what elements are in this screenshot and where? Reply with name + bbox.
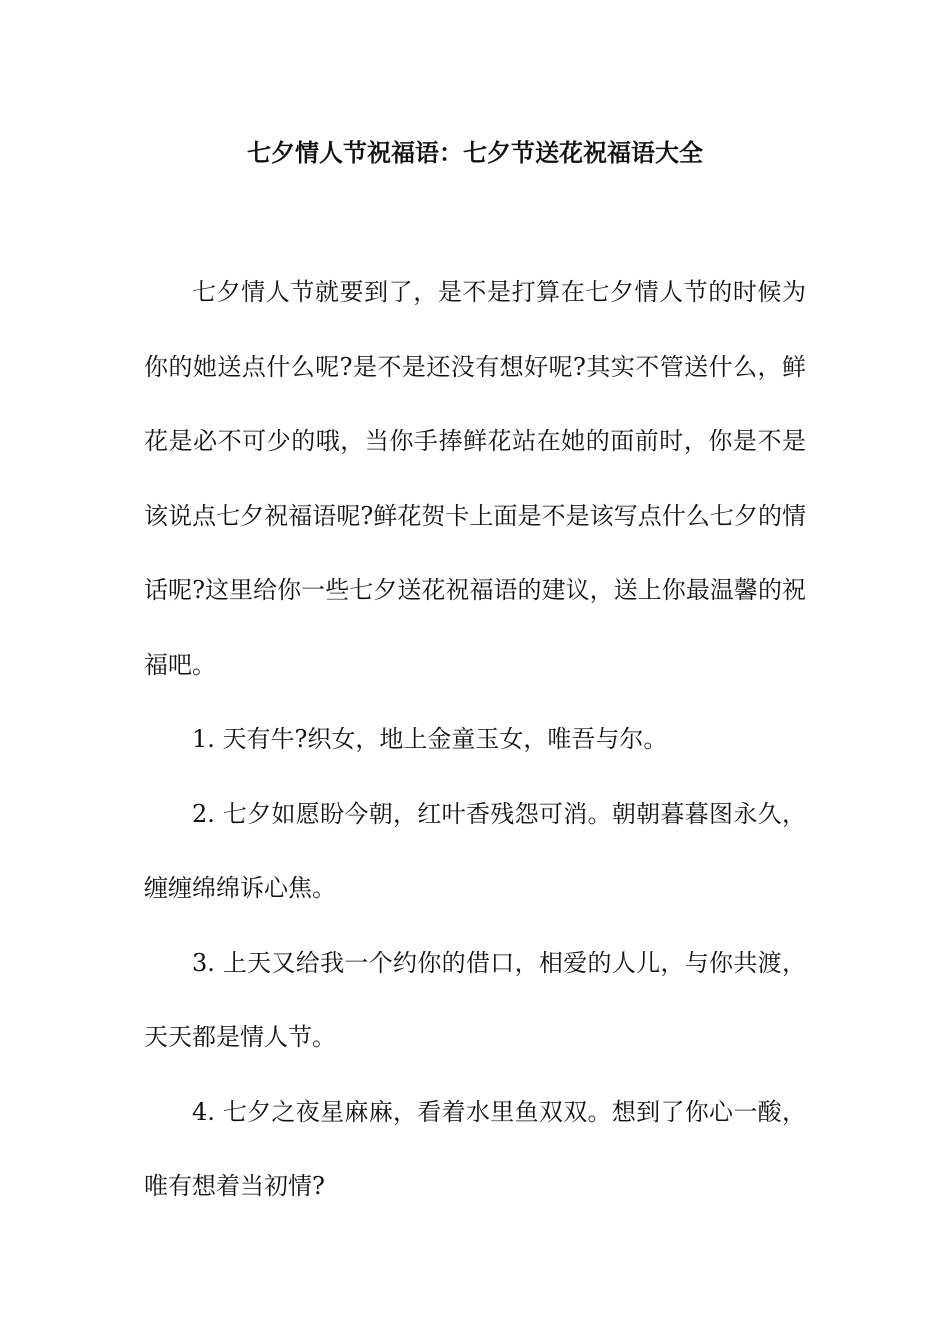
document-body: [144, 255, 806, 1224]
greeting-item-2: 2. 七夕如愿盼今朝，红叶香残怨可消。朝朝暮暮图永久，缠缠绵绵诉心焦。: [144, 799, 806, 902]
document-title: 七夕情人节祝福语：七夕节送花祝福语大全: [247, 138, 703, 167]
greeting-item-3: 3. 上天又给我一个约你的借口，相爱的人儿，与你共渡，天天都是情人节。: [144, 948, 806, 1051]
intro-paragraph: 七夕情人节就要到了，是不是打算在七夕情人节的时候为你的她送点什么呢?是不是还没有想好呢?其实不管送什么，鲜花是必不可少的哦，当你手捧鲜花站在她的面前时，你是不是该说点七夕祝福语呢?鲜花贺卡上面是不是该写点什么七夕的情话呢?这里给你一些七夕送花祝福语的建议，送上你最温馨的祝福吧。: [144, 278, 806, 679]
greeting-item-1: 1. 天有牛?织女，地上金童玉女，唯吾与尔。: [192, 725, 668, 753]
greeting-item-4: 4. 七夕之夜星麻麻，看着水里鱼双双。想到了你心一酸，唯有想着当初情?: [144, 1097, 806, 1200]
